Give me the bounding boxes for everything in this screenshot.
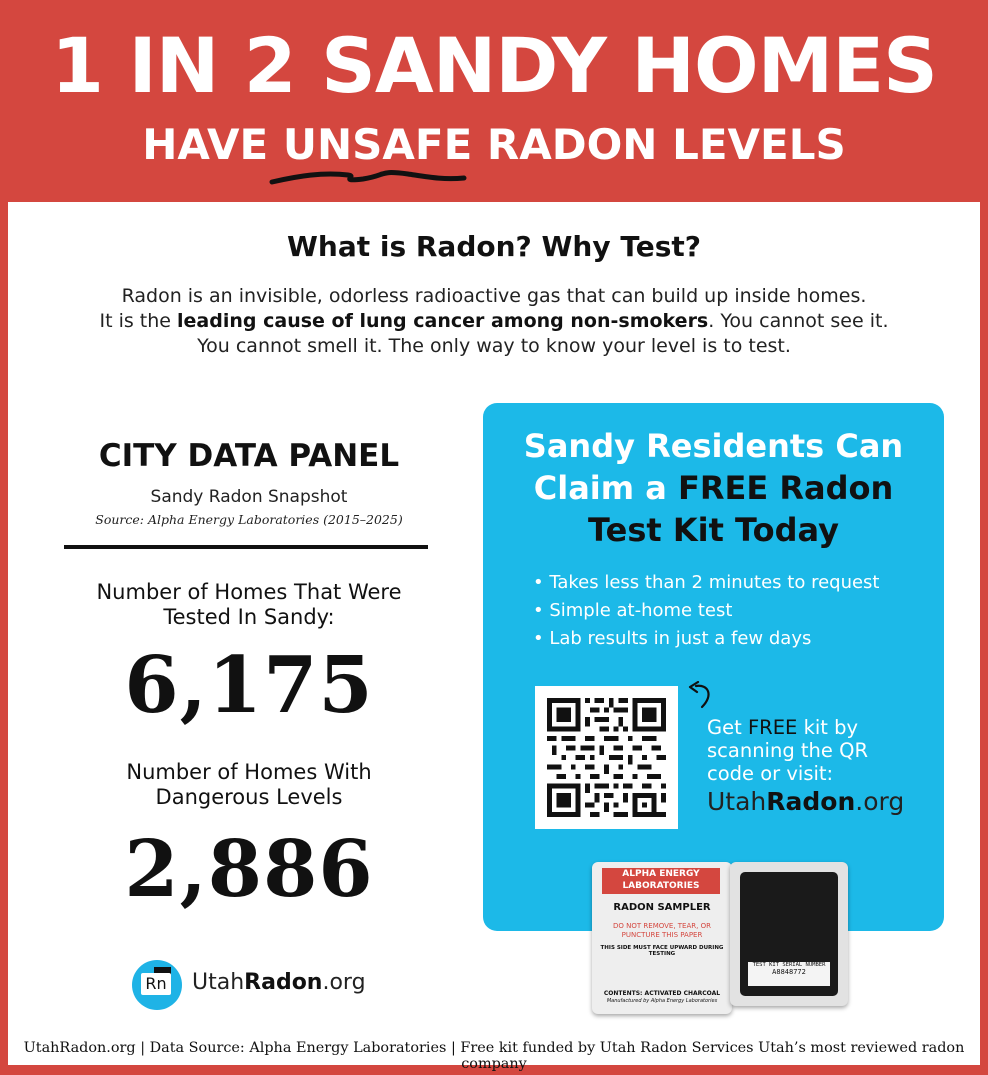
underline-squiggle-icon: [268, 166, 468, 188]
kit-warning: DO NOT REMOVE, TEAR, OR: [613, 922, 711, 930]
subheadline: [0, 118, 988, 172]
promo-url-link[interactable]: [707, 787, 904, 816]
scan-instructions: [707, 716, 927, 785]
logo-text-bold: Radon: [244, 970, 323, 995]
footer-text: UtahRadon.org | Data Source: Alpha Energy Laboratories | Free kit funded by Utah Radon Services Utah’s most reviewed radon company: [23, 1040, 965, 1072]
intro-span: . You cannot see it.: [708, 310, 889, 332]
tested-label-line: Tested In Sandy:: [163, 605, 335, 629]
danger-value: 2,886: [124, 824, 374, 915]
scan-text: Get: [707, 716, 748, 739]
scan-line: scanning the QR: [707, 739, 868, 762]
logo-text-plain: Utah: [192, 970, 245, 995]
scan-text-dark: FREE: [747, 716, 798, 739]
scan-line: [707, 716, 927, 739]
intro-text: [48, 284, 940, 359]
subheadline-part: HAVE: [142, 120, 283, 169]
promo-heading-line: [483, 467, 944, 509]
serial-label: [748, 962, 830, 986]
promo-bullet: • Lab results in just a few days: [533, 628, 812, 649]
logo-mark: Rn: [141, 973, 171, 995]
tested-label-line: Number of Homes That Were: [96, 580, 402, 604]
serial-label-title: TEST KIT SERIAL NUMBER: [752, 962, 826, 968]
curved-arrow-icon: [686, 681, 720, 711]
intro-span: It is the: [99, 310, 178, 332]
danger-label-line: Number of Homes With: [126, 760, 372, 784]
logo-text: [192, 970, 366, 995]
radon-sampler-back-image: [730, 862, 848, 1006]
promo-heading-line: [483, 509, 944, 551]
serial-number: A8848772: [772, 968, 806, 976]
intro-bold: leading cause of lung cancer among non-smokers: [177, 310, 709, 332]
kit-contents: Manufactured by Alpha Energy Laboratories: [606, 998, 718, 1004]
logo-text-tld: .org: [322, 970, 366, 995]
kit-side-note: THIS SIDE MUST FACE UPWARD DURING TESTING: [600, 945, 724, 957]
promo-heading-dark: Test Kit Today: [588, 511, 839, 549]
subheadline-part: RADON LEVELS: [472, 120, 846, 169]
promo-heading-plain: Claim a: [533, 469, 678, 507]
kit-brand-line: ALPHA ENERGY: [622, 869, 700, 879]
kit-contents: CONTENTS: ACTIVATED CHARCOAL: [603, 990, 721, 997]
tested-label: [64, 580, 434, 630]
promo-heading-dark: FREE Radon: [677, 469, 894, 507]
headline: 1 IN 2 SANDY HOMES: [51, 21, 937, 110]
scan-text: kit by: [797, 716, 859, 739]
danger-label: [64, 760, 434, 810]
intro-line: Radon is an invisible, odorless radioactive gas that can build up inside homes.: [121, 285, 867, 307]
scan-line: code or visit:: [707, 762, 834, 785]
free-kit-promo: [483, 403, 944, 931]
danger-label-line: Dangerous Levels: [155, 785, 343, 809]
logo-circle-icon: [132, 960, 182, 1010]
promo-heading-line: Sandy Residents Can: [523, 427, 904, 465]
promo-bullet: • Takes less than 2 minutes to request: [533, 572, 880, 593]
kit-brand-line: LABORATORIES: [622, 881, 700, 891]
panel-title: CITY DATA PANEL: [98, 438, 400, 474]
panel-divider: [64, 545, 428, 549]
promo-bullet: • Simple at-home test: [533, 600, 733, 621]
qr-code[interactable]: [535, 686, 678, 829]
url-plain: Utah: [707, 787, 767, 816]
intro-line: [48, 309, 940, 334]
intro-question: What is Radon? Why Test?: [287, 230, 701, 263]
url-tld: .org: [855, 787, 905, 816]
radon-sampler-kit-image: [592, 862, 732, 1014]
utahradon-logo[interactable]: [132, 960, 372, 1010]
kit-warning: PUNCTURE THIS PAPER: [621, 931, 703, 939]
qr-code-icon: [547, 698, 666, 817]
subheadline-emphasis: UNSAFE: [282, 120, 473, 169]
kit-name: RADON SAMPLER: [613, 902, 711, 913]
header-banner: [0, 0, 988, 202]
tested-value: 6,175: [124, 640, 374, 731]
intro-line: You cannot smell it. The only way to know your level is to test.: [197, 335, 791, 357]
url-bold: Radon: [766, 787, 856, 816]
kit-brand-band: [602, 868, 720, 894]
panel-subtitle: Sandy Radon Snapshot: [150, 487, 348, 507]
panel-source: Source: Alpha Energy Laboratories (2015–2025): [95, 512, 403, 527]
